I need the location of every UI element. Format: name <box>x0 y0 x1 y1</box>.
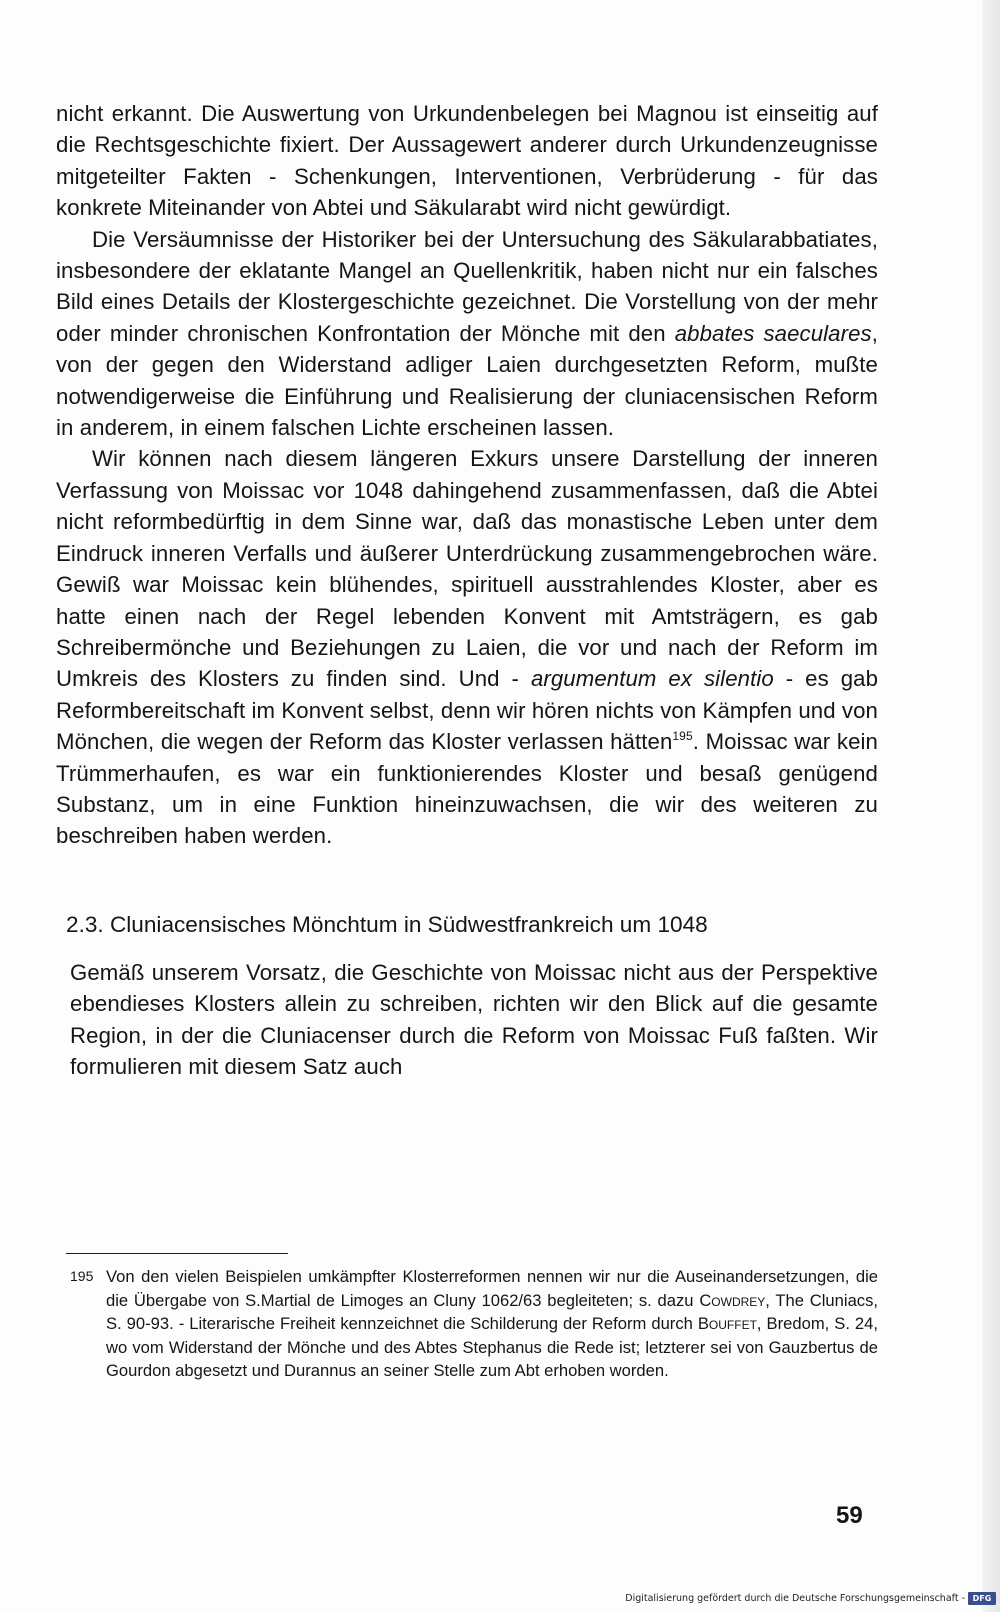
footnote-separator <box>66 1253 288 1254</box>
paragraph-3 <box>56 443 878 851</box>
text-run: Wir können nach diesem längeren Exkurs unsere Darstellung der inneren Verfassung von Moissac vor 1048 dahingehend zusammenfassen, daß die Abtei nicht reformbedürftig in dem Sinne war, daß das monastische Leben unter dem Eindruck inneren Verfalls und äußerer Unterdrückung zusammengebrochen wäre. Gewiß war Moissac kein blühendes, spirituell ausstrahlendes Kloster, aber es hatte einen nach der Regel lebenden Konvent mit Amtsträgern, es gab Schreibermönche und Beziehungen zu Laien, die vor und nach der Reform im Umkreis des Klosters zu finden sind. Und - <box>56 446 878 692</box>
footnote-195 <box>70 1265 878 1383</box>
paragraph-4: Gemäß unserem Vorsatz, die Geschichte von Moissac nicht aus der Perspektive ebendieses Klosters allein zu schreiben, richten wir den Blick auf die gesamte Region, in der die Cluniacenser durch die Reform von Moissac Fuß faßten. Wir formulieren mit diesem Satz auch <box>70 959 878 1079</box>
text-run: argumentum ex silentio <box>530 666 774 692</box>
paragraph-2 <box>56 224 878 444</box>
page-number: 59 <box>836 1502 863 1529</box>
footnote-number: 195 <box>70 1268 94 1284</box>
author-name: Bouffet <box>697 1314 757 1334</box>
paragraph-1 <box>56 98 878 224</box>
text-run: , von der gegen den Widerstand adliger Laien durchgesetzten Reform, mußte notwendigerweise die Einführung und Realisierung der cluniacensischen Reform in anderem, in einem falschen Lichte erscheinen lassen. <box>56 320 879 441</box>
text-run: , Bredom, S. 24, wo vom Widerstand der Mönche und des Abtes Stephanus die Rede ist; letzterer sei von Gauzbertus de Gourdon abgesetzt und Durannus an seiner Stelle zum Abt erhoben worden. <box>106 1314 879 1381</box>
author-name: Cowdrey <box>699 1290 766 1310</box>
section-heading: 2.3. Cluniacensisches Mönchtum in Südwestfrankreich um 1048 <box>66 911 708 937</box>
text-run: Die Versäumnisse der Historiker bei der Untersuchung des Säkularabbatiates, insbesondere der eklatante Mangel an Quellenkritik, haben nicht nur ein falsches Bild eines Details der Klostergeschichte gezeichnet. Die Vorstellung von der mehr oder minder chronischen Konfrontation der Mönche mit den <box>56 226 878 346</box>
dfg-logo-icon: DFG <box>968 1592 996 1605</box>
main-text <box>56 98 878 1082</box>
footnote-text <box>106 1267 878 1380</box>
text-run: , The Cluniacs, S. 90-93. - Literarische Freiheit kennzeichnet die Schilderung der Reform durch <box>106 1290 879 1334</box>
digitization-credit <box>625 1592 996 1605</box>
text-run: - es gab Reformbereitschaft im Konvent selbst, denn wir hören nichts von Kämpfen und von Mönchen, die wegen der Reform das Kloster verlassen hätten <box>56 666 879 755</box>
text-run: nicht erkannt. Die Auswertung von Urkundenbelegen bei Magnou ist einseitig auf die Rechtsgeschichte fixiert. Der Aussagewert anderer durch Urkundenzeugnisse mitgeteilter Fakten - Schenkungen, Interventionen, Verbrüderung - für das konkrete Miteinander von Abtei und Säkularabt wird nicht gewürdigt. <box>56 101 878 221</box>
page-edge-shadow <box>982 0 1000 1612</box>
footnote-reference: 195 <box>672 729 693 744</box>
text-run: . Moissac war kein Trümmerhaufen, es war ein funktionierendes Kloster und besaß genügend Substanz, um in eine Funktion hineinzuwachsen, die wir des weiteren zu beschreiben haben werden. <box>56 729 878 849</box>
text-run: abbates saeculares <box>674 320 872 346</box>
credit-text: Digitalisierung gefördert durch die Deutsche Forschungsgemeinschaft - <box>625 1593 965 1604</box>
text-run: Von den vielen Beispielen umkämpfter Klosterreformen nennen wir nur die Auseinandersetzungen, die die Übergabe von S.Martial de Limoges an Cluny 1062/63 begleiteten; s. dazu <box>106 1267 878 1310</box>
